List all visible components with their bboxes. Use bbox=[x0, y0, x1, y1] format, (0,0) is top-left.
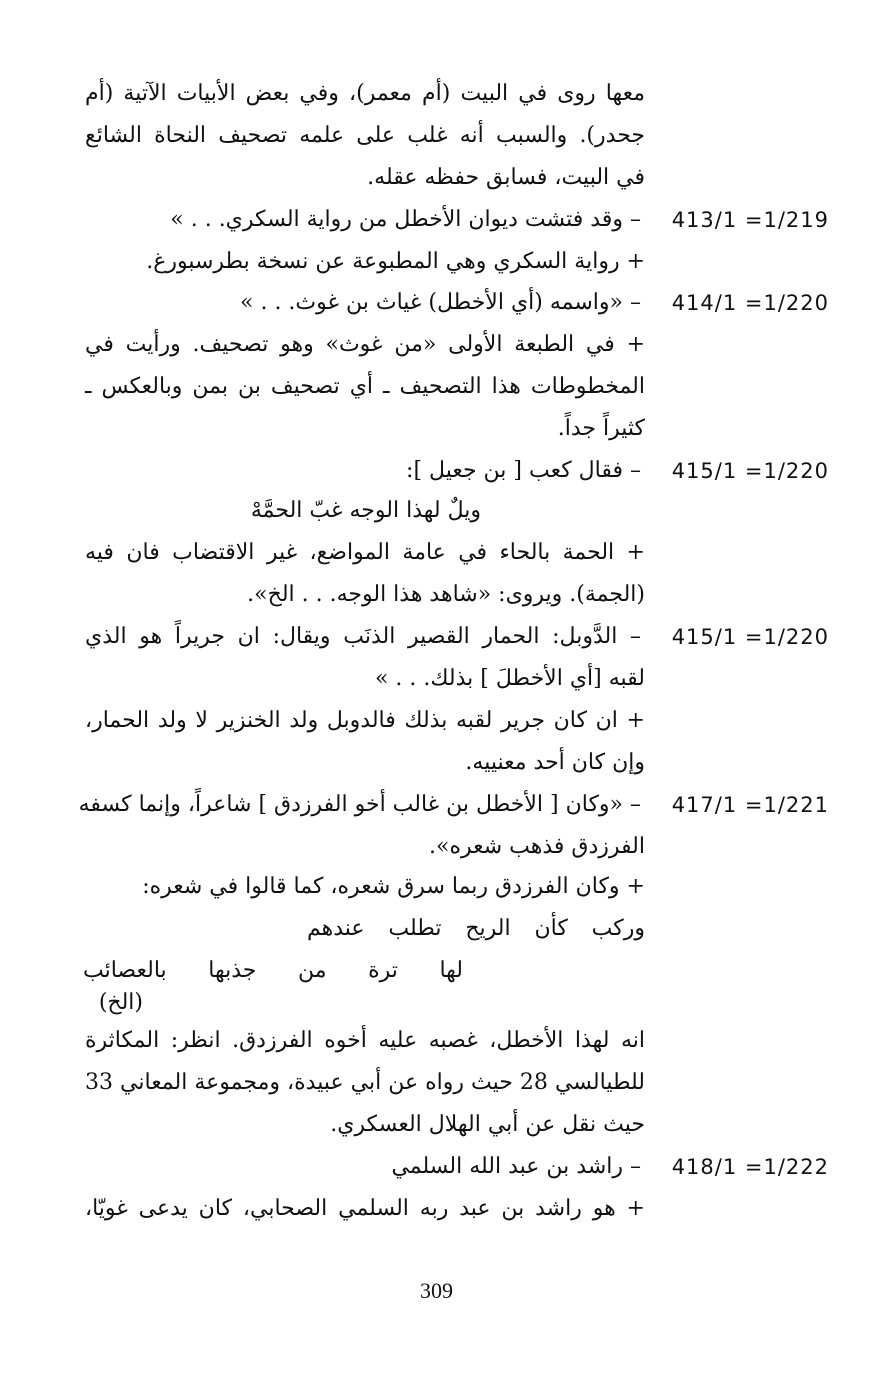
text-line-8: المخطوطات هذا التصحيف ـ أي تصحيف بن بمن وبالعكس ـ bbox=[85, 374, 645, 399]
entry-text-413: – وقد فتشت ديوان الأخطل من رواية السكري. . . » bbox=[170, 207, 641, 232]
text-line-20: + وكان الفرزدق ربما سرق شعره، كما قالوا في شعره: bbox=[142, 874, 645, 899]
text-line-24: انه لهذا الأخطل، غصبه عليه أخوه الفرزدق. انظر: المكاثرة bbox=[85, 1028, 645, 1053]
entry-ref-415a: 415/1 =1/220 bbox=[671, 459, 829, 483]
entry-text-415b: – الدَّوبل: الحمار القصير الذنَب ويقال: ان جريراً هو الذي bbox=[85, 624, 641, 649]
entry-text-414: – «واسمه (أي الأخطل) غياث بن غوث. . . » bbox=[240, 290, 641, 315]
text-line-23: (الخ) bbox=[98, 990, 143, 1015]
entry-ref-418: 418/1 =1/222 bbox=[671, 1155, 829, 1179]
entry-ref-413: 413/1 =1/219 bbox=[671, 208, 829, 232]
entry-ref-417: 417/1 =1/221 bbox=[671, 793, 829, 817]
entry-text-415a: – فقال كعب [ بن جعيل ]: bbox=[406, 458, 641, 483]
text-line-25: للطيالسي 28 حيث رواه عن أبي عبيدة، ومجموعة المعاني 33 bbox=[85, 1070, 645, 1095]
text-line-16: + ان كان جرير لقبه بذلك فالدوبل ولد الخنزير لا ولد الحمار، bbox=[85, 708, 645, 733]
text-line-26: حيث نقل عن أبي الهلال العسكري. bbox=[330, 1112, 645, 1137]
page-number: 309 bbox=[420, 1278, 453, 1303]
text-line-19: الفرزدق فذهب شعره». bbox=[429, 834, 645, 859]
text-line-7: + في الطبعة الأولى «من غوث» وهو تصحيف. ورأيت في bbox=[85, 332, 645, 357]
entry-text-417: – «وكان [ الأخطل بن غالب أخو الفرزدق ] شاعراً، وإنما كسفه bbox=[78, 792, 641, 817]
entry-ref-414: 414/1 =1/220 bbox=[671, 291, 829, 315]
text-line-17: وإن كان أحد معنييه. bbox=[465, 750, 645, 775]
text-line-13: (الجمة). ويروى: «شاهد هذا الوجه. . . الخ». bbox=[247, 582, 645, 607]
text-line-3: في البيت، فسابق حفظه عقله. bbox=[367, 165, 645, 190]
text-line-9: كثيراً جداً. bbox=[557, 416, 645, 441]
text-line-28: + هو راشد بن عبد ربه السلمي الصحابي، كان يدعى غويّا، bbox=[85, 1196, 645, 1221]
text-line-12: + الحمة بالحاء في عامة المواضع، غير الاقتضاب فان فيه bbox=[85, 540, 645, 565]
text-line-5: + رواية السكري وهي المطبوعة عن نسخة بطرسبورغ. bbox=[146, 249, 645, 274]
verse-line-1: ويلٌ لهذا الوجه غبّ الحمَّهْ bbox=[250, 498, 481, 523]
text-line-2: جحدر). والسبب أنه غلب على علمه تصحيف النحاة الشائع bbox=[85, 123, 645, 148]
verse-line-2: وركب كأن الريح تطلب عندهم bbox=[307, 916, 645, 941]
entry-ref-415b: 415/1 =1/220 bbox=[671, 625, 829, 649]
verse-line-3: لها ترة من جذبها بالعصائب bbox=[83, 958, 463, 983]
entry-text-418: – راشد بن عبد الله السلمي bbox=[391, 1154, 641, 1179]
text-line-15: لقبه [أي الأخطلَ ] بذلك. . . » bbox=[374, 666, 645, 691]
text-line-1: معها روى في البيت (أم معمر)، وفي بعض الأبيات الآتية (أم bbox=[85, 81, 645, 106]
